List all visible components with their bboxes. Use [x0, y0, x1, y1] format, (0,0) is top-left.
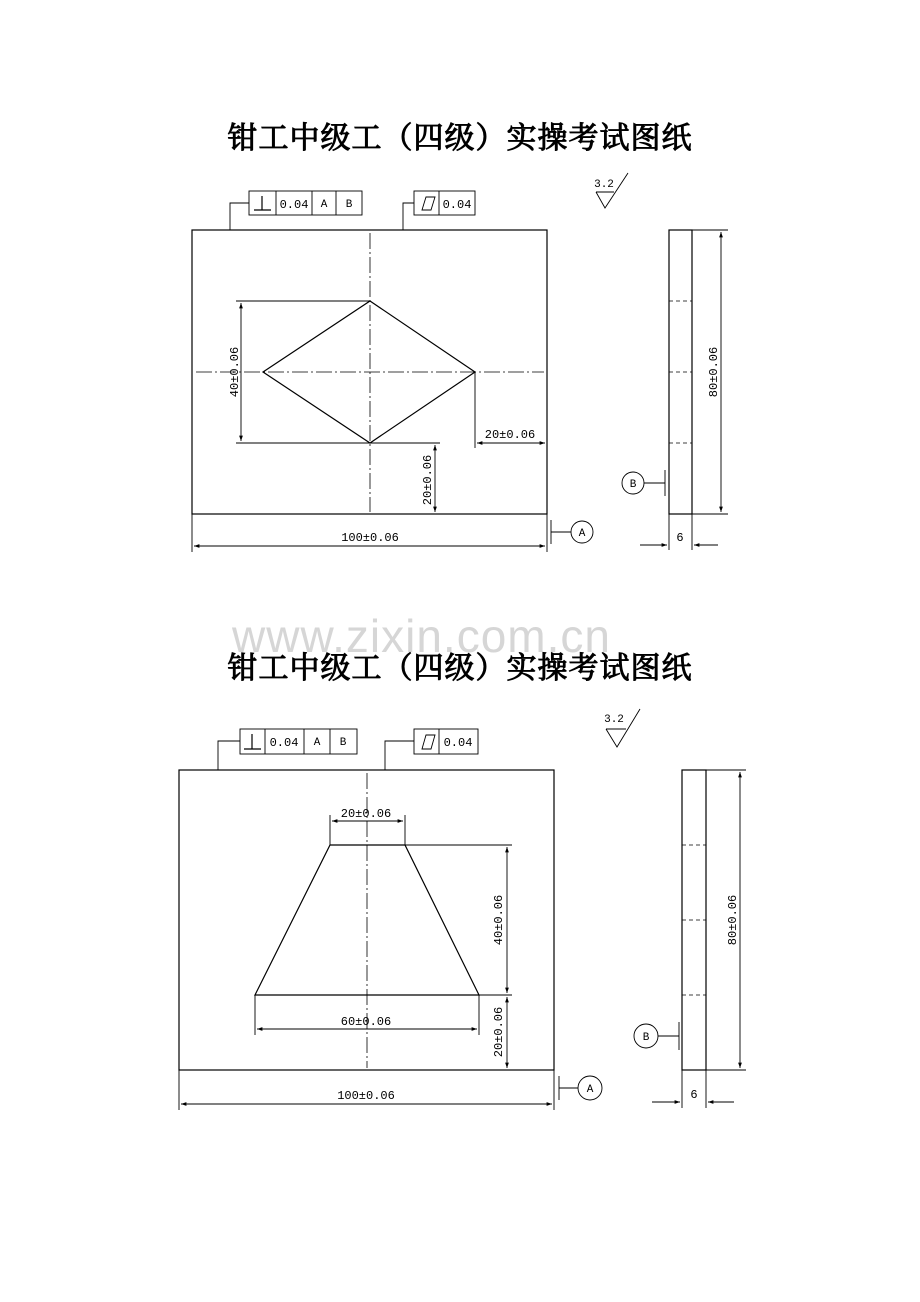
dim-bottom-offset: 20±0.06	[421, 454, 435, 506]
side-view	[634, 770, 746, 1108]
watermark: www.zixin.com.cn	[232, 610, 611, 662]
dim-width: 100±0.06	[337, 1089, 395, 1103]
dim-height: 80±0.06	[707, 346, 721, 398]
drawing-1	[192, 121, 728, 552]
perp-tolerance: 0.04	[279, 198, 309, 212]
front-view	[179, 770, 602, 1110]
dim-top-width: 20±0.06	[340, 807, 392, 821]
dim-thickness: 6	[676, 531, 684, 545]
perp-datum-1: A	[320, 199, 328, 211]
dim-trap-height: 40±0.06	[492, 894, 506, 946]
flatness-icon	[422, 197, 435, 210]
dim-side-offset: 20±0.06	[484, 428, 536, 442]
roughness-value: 3.2	[594, 179, 614, 191]
roughness-symbol	[594, 173, 628, 208]
roughness-value: 3.2	[604, 714, 624, 726]
perpendicularity-frame	[230, 191, 362, 230]
dim-cavity-height: 40±0.06	[228, 346, 242, 398]
datum-b: B	[629, 479, 637, 491]
perpendicularity-frame	[218, 729, 357, 770]
dim-height: 80±0.06	[726, 894, 740, 946]
perp-datum-2: B	[345, 199, 353, 211]
perp-datum-2: B	[339, 737, 347, 749]
front-view	[192, 230, 593, 552]
drawing-2-title: 钳工中级工（四级）实操考试图纸	[227, 651, 693, 686]
drawing-1-title: 钳工中级工（四级）实操考试图纸	[227, 121, 693, 156]
dim-width: 100±0.06	[341, 531, 399, 545]
roughness-symbol	[604, 709, 640, 747]
perp-tolerance: 0.04	[269, 736, 299, 750]
dim-bottom-width: 60±0.06	[340, 1015, 392, 1029]
perpendicularity-icon	[244, 734, 261, 749]
side-view	[622, 230, 728, 550]
flatness-frame	[385, 729, 478, 770]
datum-a: A	[586, 1084, 594, 1096]
flatness-icon	[422, 735, 435, 749]
flatness-tolerance: 0.04	[442, 198, 472, 212]
dim-thickness: 6	[690, 1088, 698, 1102]
datum-b: B	[642, 1032, 650, 1044]
perp-datum-1: A	[313, 737, 321, 749]
flatness-tolerance: 0.04	[443, 736, 473, 750]
dim-bottom-offset: 20±0.06	[492, 1006, 506, 1058]
datum-a: A	[578, 528, 586, 540]
perpendicularity-icon	[254, 196, 271, 210]
drawing-2	[179, 651, 746, 1110]
flatness-frame	[403, 191, 475, 230]
